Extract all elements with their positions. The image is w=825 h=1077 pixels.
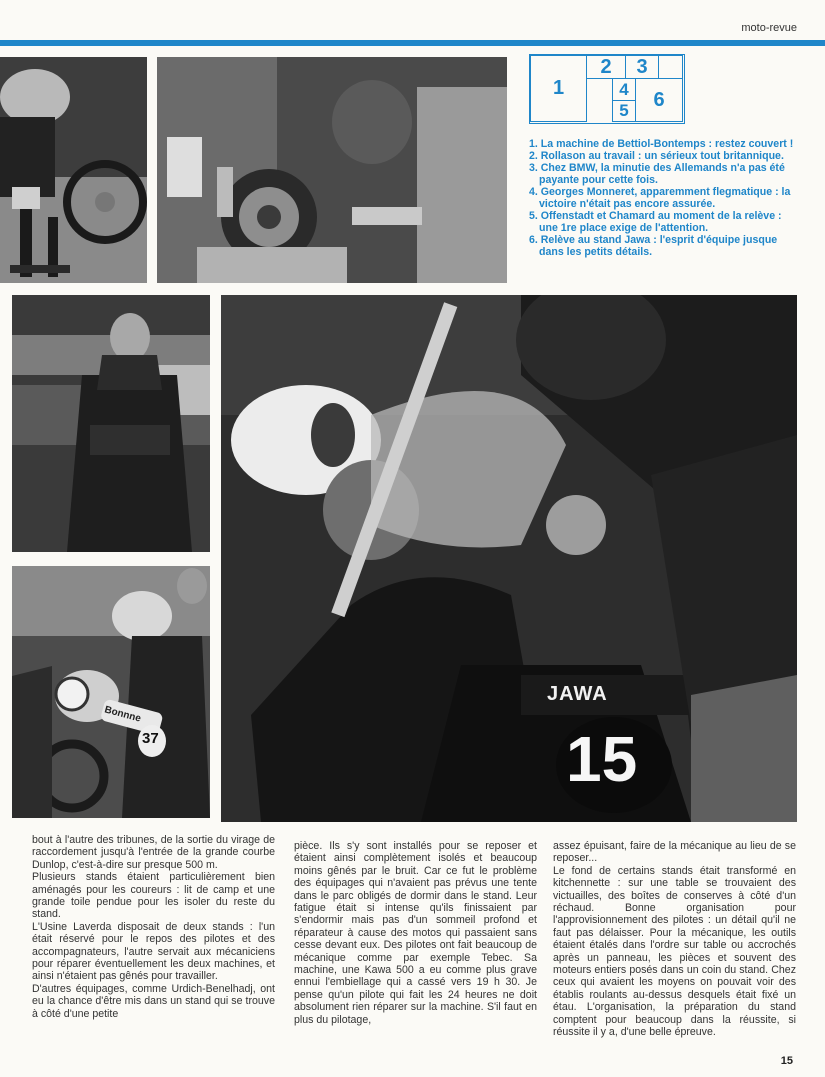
masthead: moto-revue — [741, 22, 797, 34]
photo-race-number: 15 — [566, 723, 638, 795]
photo-1-bettiol-bontemps-machine — [0, 57, 147, 283]
page-number: 15 — [780, 1055, 793, 1067]
photo-bike-number: 37 — [142, 730, 159, 747]
photo-key-cell-blank — [658, 55, 683, 79]
article-paragraph: Plusieurs stands étaient particulièrement bien aménagés pour les coureurs : lit de camp et une grande toile pendue pour les isoler du reste du stand. — [32, 871, 275, 921]
photo-jawa-logo: JAWA — [547, 683, 608, 705]
caption-4: 4. Georges Monneret, apparemment flegmatique : la victoire n'était pas encore assurée. — [529, 186, 791, 210]
photo-4-georges-monneret — [12, 295, 210, 552]
photo-2-rollason-working — [157, 57, 507, 283]
photo-key-grid — [529, 54, 685, 124]
photo-key-cell-1: 1 — [530, 55, 587, 122]
caption-6: 6. Relève au stand Jawa : l'esprit d'équipe jusque dans les petits détails. — [529, 234, 778, 258]
photo-6-jawa-stand — [221, 295, 797, 822]
photo-key-cell-3: 3 — [625, 55, 659, 79]
photo-key-cell-2: 2 — [586, 55, 626, 79]
caption-2: 2. Rollason au travail : un sérieux tout britannique. — [529, 150, 784, 162]
photo-fairing-text: Bonnne — [103, 704, 143, 725]
photo-key-cell-6: 6 — [635, 78, 683, 122]
article-paragraph: L'Usine Laverda disposait de deux stands : l'un était réservé pour le repos des pilotes et des accompagnateurs, l'autre servait aux mécaniciens pour réparer éventuellement les deux machines, et ainsi n'étaient pas gênés pour travailler. — [32, 920, 275, 983]
article-paragraph: assez épuisant, faire de la mécanique au lieu de se reposer... — [553, 840, 796, 865]
photo-key-cell-5: 5 — [612, 100, 636, 122]
article-paragraph: D'autres équipages, comme Urdich-Benelhadj, ont eu la chance d'être mis dans un stand qui se trouve à côté d'une petite — [32, 982, 275, 1020]
article-column-3 — [553, 840, 796, 1039]
article-paragraph: Le fond de certains stands était transformé en kitchennette : sur une table se trouvaient des victuailles, des boîtes de conserves à côté d'un réchaud. Bonne organisation pour l'approvisionnement des pilotes : un détail qu'il ne faut pas délaisser. Pour la mécanique, les outils étaient étalés dans l'ordre sur table ou accrochés après un panneau, les pièces et souvent des moteurs entiers posés dans un coin du stand. Chez ceux qui avaient les moyens on pouvait voir des établis roulants au-dessus desquels était fixé un étau. L'organisation, la préparation du stand comptent pour beaucoup dans la réussite, si réussite il y a, d'une belle épreuve. — [553, 864, 796, 1039]
caption-5: 5. Offenstadt et Chamard au moment de la relève : une 1re place exige de l'attention. — [529, 210, 782, 234]
caption-3: 3. Chez BMW, la minutie des Allemands n'a pas été payante pour cette fois. — [529, 162, 785, 186]
article-column-2 — [294, 840, 537, 1026]
article-column-1 — [32, 834, 275, 1020]
photo-captions — [529, 138, 801, 258]
photo-5-offenstadt-chamard — [12, 566, 210, 818]
photo-key-cell-4: 4 — [612, 78, 636, 101]
header-rule — [0, 40, 825, 46]
article-paragraph: bout à l'autre des tribunes, de la sortie du virage de raccordement jusqu'à l'entrée de la grande courbe Dunlop, c'est-à-dire sur presque 500 m. — [32, 834, 275, 871]
caption-1: 1. La machine de Bettiol-Bontemps : restez couvert ! — [529, 138, 794, 150]
article-paragraph: pièce. Ils s'y sont installés pour se reposer et étaient ainsi complètement isolés et beaucoup moins gênés par le bruit. Car ce fut le problème des équipages qui n'avaient pas prévus une tente dans le parc obligés de dormir dans le stand. Leur fatigue était si intense qu'ils finissaient par s'endormir mais pas d'un sommeil profond et réparateur à cause des motos qui passaient sans cesse devant eux. Des pilotes ont fait beaucoup de mécanique comme par exemple Tebec. Sa machine, une Kawa 500 a eu comme plus grave ennui l'embiellage qui a cassé vers 19 h 30. Je pense qu'un pilote qui fait les 24 heures ne doit absolument rien réparer sur la machine. S'il faut en plus du pilotage, — [294, 840, 537, 1026]
